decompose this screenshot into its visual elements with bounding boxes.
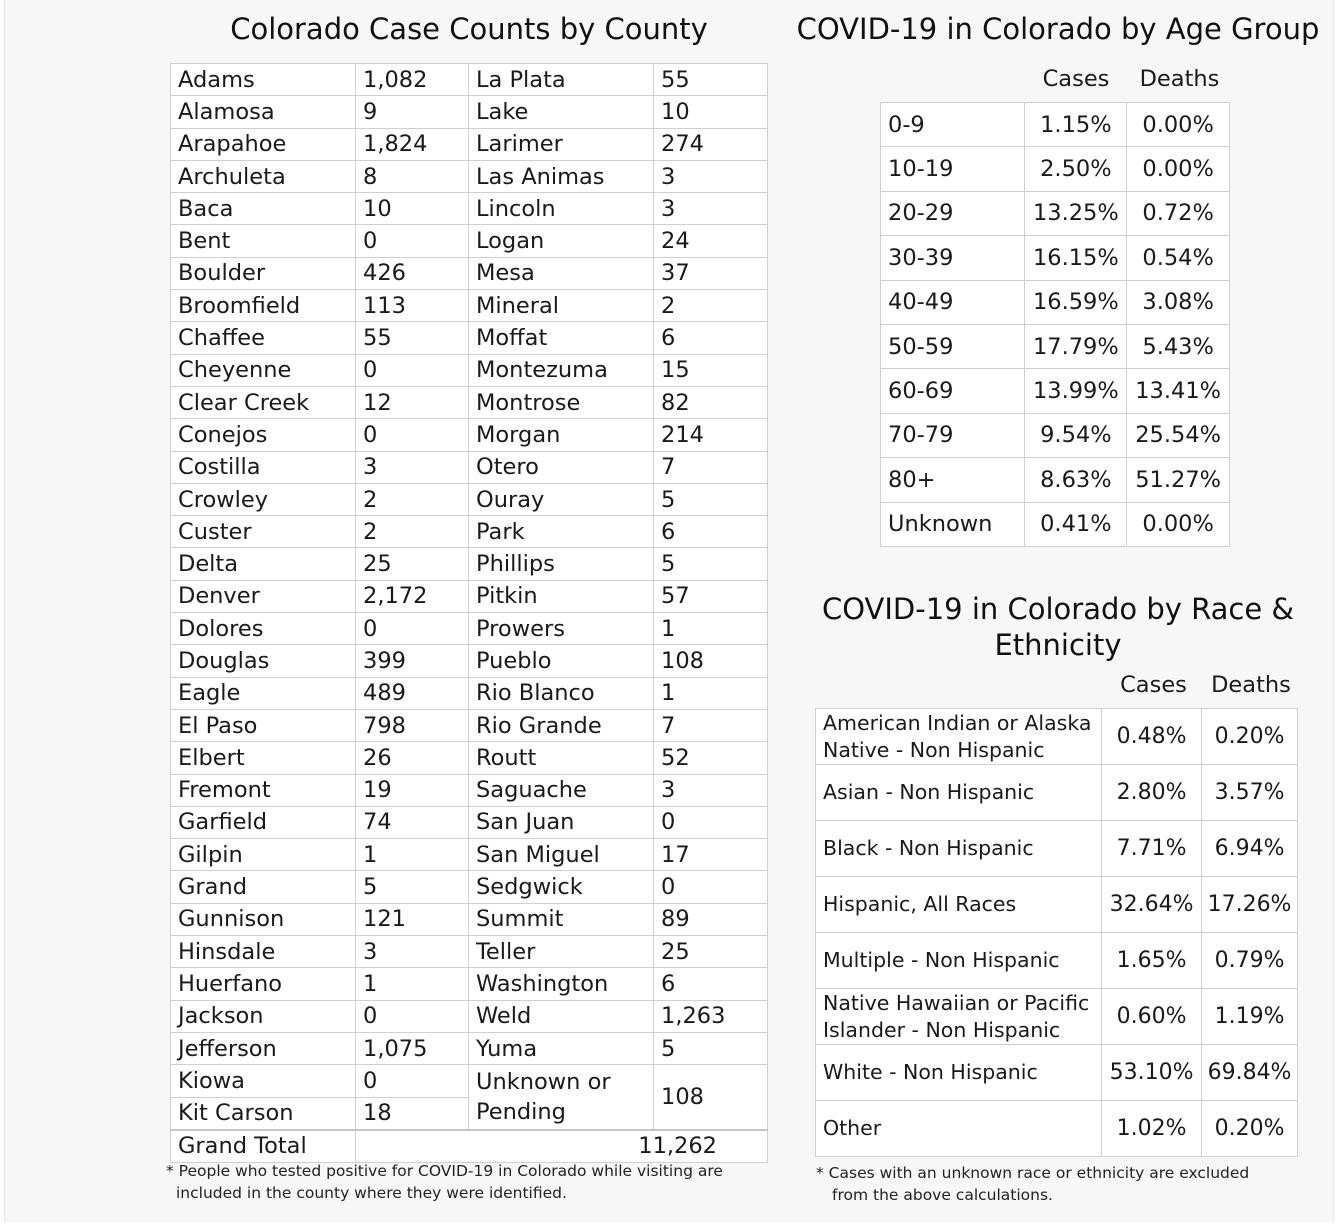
age-deaths-cell: 0.00% [1127,147,1230,191]
table-row [881,103,1230,147]
age-group-cell: 40-49 [881,280,1025,324]
age-group-cell: 30-39 [881,236,1025,280]
table-row [171,871,768,903]
county-count-cell: 8 [356,160,469,192]
race-group-cell: Native Hawaiian or Pacific Islander - Non Hispanic [816,989,1102,1045]
county-name-cell: Bent [171,225,356,257]
race-cases-cell: 1.65% [1102,933,1202,989]
county-name-cell: Pitkin [469,580,654,612]
county-count-cell: 426 [356,257,469,289]
county-name-cell: Ouray [469,483,654,515]
county-count-cell: 74 [356,806,469,838]
county-case-table [170,63,768,1163]
county-name-cell: Jefferson [171,1032,356,1064]
county-count-cell: 6 [654,322,768,354]
county-name-cell: Arapahoe [171,128,356,160]
table-row [171,160,768,192]
age-group-cell: 0-9 [881,103,1025,147]
race-group-cell: White - Non Hispanic [816,1045,1102,1101]
county-count-cell: 1 [356,968,469,1000]
county-name-cell: Huerfano [171,968,356,1000]
race-cases-cell: 1.02% [1102,1101,1202,1157]
age-deaths-cell: 5.43% [1127,324,1230,368]
table-row [881,324,1230,368]
race-cases-cell: 0.48% [1102,709,1202,765]
race-cases-cell: 53.10% [1102,1045,1202,1101]
county-name-cell: Saguache [469,774,654,806]
county-name-cell: San Miguel [469,839,654,871]
table-row [171,548,768,580]
county-name-cell: Grand [171,871,356,903]
race-group-cell: Hispanic, All Races [816,877,1102,933]
county-name-cell: Kiowa [171,1065,356,1097]
age-cases-header: Cases [1042,66,1110,92]
table-row [816,1101,1298,1157]
age-group-cell: 70-79 [881,413,1025,457]
age-deaths-header: Deaths [1139,66,1220,92]
county-count-cell: 89 [654,903,768,935]
county-name-cell: Morgan [469,419,654,451]
race-group-cell: Multiple - Non Hispanic [816,933,1102,989]
county-count-cell: 82 [654,386,768,418]
county-footnote-line-2: included in the county where they were identified. [176,1184,567,1202]
county-name-cell: Larimer [469,128,654,160]
age-cases-cell: 9.54% [1025,413,1127,457]
table-row [171,516,768,548]
table-row [171,1000,768,1032]
grand-total-value: 11,262 [356,1130,768,1163]
county-count-cell: 108 [654,645,768,677]
race-deaths-cell: 0.20% [1202,709,1298,765]
race-cases-cell: 2.80% [1102,765,1202,821]
age-deaths-cell: 0.72% [1127,191,1230,235]
county-name-cell: Phillips [469,548,654,580]
age-cases-cell: 13.99% [1025,369,1127,413]
table-row [171,903,768,935]
age-deaths-cell: 25.54% [1127,413,1230,457]
age-cases-cell: 16.15% [1025,236,1127,280]
county-count-cell: 2 [654,290,768,322]
table-row [171,774,768,806]
county-count-cell: 52 [654,742,768,774]
county-count-cell: 0 [356,354,469,386]
table-row [816,765,1298,821]
age-group-cell: 50-59 [881,324,1025,368]
county-name-cell: Delta [171,548,356,580]
table-row [171,322,768,354]
age-deaths-cell: 0.54% [1127,236,1230,280]
county-name-cell: Gunnison [171,903,356,935]
age-cases-cell: 2.50% [1025,147,1127,191]
race-title-line-2: Ethnicity [994,628,1122,662]
race-group-cell: Black - Non Hispanic [816,821,1102,877]
race-deaths-cell: 6.94% [1202,821,1298,877]
table-row [171,613,768,645]
table-row [171,290,768,322]
county-count-cell: 55 [654,64,768,96]
county-count-cell: 489 [356,677,469,709]
grand-total-row [171,1130,768,1163]
county-count-cell: 1,082 [356,64,469,96]
county-name-cell: Conejos [171,419,356,451]
county-name-cell: El Paso [171,709,356,741]
county-count-cell: 1,075 [356,1032,469,1064]
county-footnote-line-1: * People who tested positive for COVID-19 in Colorado while visiting are [166,1162,723,1180]
race-cases-cell: 7.71% [1102,821,1202,877]
age-group-cell: 10-19 [881,147,1025,191]
county-count-cell: 798 [356,709,469,741]
age-deaths-cell: 13.41% [1127,369,1230,413]
age-group-cell: Unknown [881,502,1025,546]
county-name-cell: Alamosa [171,96,356,128]
table-row [171,677,768,709]
county-count-cell: 0 [356,225,469,257]
county-table-title: Colorado Case Counts by County [230,12,708,46]
county-name-cell: Rio Grande [469,709,654,741]
table-row [171,64,768,96]
county-name-cell: Prowers [469,613,654,645]
table-row [816,1045,1298,1101]
county-name-cell: Park [469,516,654,548]
table-row [816,989,1298,1045]
county-name-cell: Lake [469,96,654,128]
county-name-cell: Las Animas [469,160,654,192]
county-name-cell: Custer [171,516,356,548]
table-row [171,451,768,483]
county-name-cell: Boulder [171,257,356,289]
county-count-cell: 113 [356,290,469,322]
county-count-cell: 2 [356,483,469,515]
county-name-cell: Mineral [469,290,654,322]
race-ethnicity-table [815,708,1298,1157]
county-count-cell: 1 [654,677,768,709]
table-row [881,369,1230,413]
race-footnote-line-2: from the above calculations. [832,1186,1053,1204]
county-name-cell: Mesa [469,257,654,289]
age-group-cell: 20-29 [881,191,1025,235]
county-count-cell: 5 [654,1032,768,1064]
county-footnote [166,1160,776,1204]
age-group-cell: 60-69 [881,369,1025,413]
table-row [171,193,768,225]
county-name-cell: San Juan [469,806,654,838]
table-row [171,645,768,677]
county-name-cell: Pueblo [469,645,654,677]
county-name-cell: Chaffee [171,322,356,354]
table-row [171,257,768,289]
table-row [171,742,768,774]
county-name-cell: Garfield [171,806,356,838]
county-count-cell: 10 [654,96,768,128]
county-name-cell: Dolores [171,613,356,645]
county-count-cell: 7 [654,709,768,741]
county-count-cell: 17 [654,839,768,871]
county-count-cell: 6 [654,516,768,548]
table-row [171,225,768,257]
table-row [881,191,1230,235]
county-count-cell: 18 [356,1097,469,1130]
county-count-cell: 5 [356,871,469,903]
table-row [171,128,768,160]
county-count-cell: 9 [356,96,469,128]
table-row [171,419,768,451]
table-row [171,806,768,838]
table-row [881,147,1230,191]
county-name-cell: Logan [469,225,654,257]
race-deaths-cell: 69.84% [1202,1045,1298,1101]
county-name-cell: Moffat [469,322,654,354]
age-group-cell: 80+ [881,458,1025,502]
age-cases-cell: 0.41% [1025,502,1127,546]
county-name-cell: Routt [469,742,654,774]
county-count-cell: 1,263 [654,1000,768,1032]
county-count-cell: 2,172 [356,580,469,612]
race-group-cell: Asian - Non Hispanic [816,765,1102,821]
county-count-cell: 5 [654,483,768,515]
county-name-cell: Washington [469,968,654,1000]
county-name-cell: Douglas [171,645,356,677]
county-count-cell: 57 [654,580,768,612]
county-count-cell: 0 [654,871,768,903]
county-count-cell: 3 [356,936,469,968]
age-cases-cell: 1.15% [1025,103,1127,147]
grand-total-label: Grand Total [171,1130,356,1163]
county-name-cell: Summit [469,903,654,935]
county-count-cell: 3 [654,193,768,225]
table-row [171,354,768,386]
county-name-cell: Yuma [469,1032,654,1064]
table-row [171,1065,768,1097]
age-deaths-cell: 0.00% [1127,502,1230,546]
county-count-cell: 37 [654,257,768,289]
county-name-cell: Elbert [171,742,356,774]
county-count-cell: 0 [356,1000,469,1032]
county-name-cell: Otero [469,451,654,483]
race-deaths-cell: 17.26% [1202,877,1298,933]
county-name-cell: Archuleta [171,160,356,192]
race-footnote [816,1162,1316,1206]
county-count-cell: 5 [654,548,768,580]
table-row [171,968,768,1000]
table-row [171,580,768,612]
county-name-cell: Montezuma [469,354,654,386]
age-group-table [880,102,1230,547]
table-row [171,709,768,741]
county-name-cell: Clear Creek [171,386,356,418]
county-name-cell: Jackson [171,1000,356,1032]
table-row [171,483,768,515]
county-name-cell: La Plata [469,64,654,96]
county-count-cell: 3 [654,774,768,806]
race-deaths-cell: 0.20% [1202,1101,1298,1157]
county-name-cell: Weld [469,1000,654,1032]
county-name-cell: Rio Blanco [469,677,654,709]
county-name-cell: Fremont [171,774,356,806]
county-name-cell: Unknown or Pending [469,1065,654,1130]
table-row [171,839,768,871]
table-row [816,709,1298,765]
county-count-cell: 6 [654,968,768,1000]
county-count-cell: 274 [654,128,768,160]
table-row [881,502,1230,546]
county-name-cell: Teller [469,936,654,968]
county-name-cell: Crowley [171,483,356,515]
table-row [816,877,1298,933]
table-row [816,933,1298,989]
county-count-cell: 7 [654,451,768,483]
race-cases-cell: 0.60% [1102,989,1202,1045]
county-count-cell: 1 [654,613,768,645]
race-cases-cell: 32.64% [1102,877,1202,933]
county-count-cell: 121 [356,903,469,935]
county-name-cell: Adams [171,64,356,96]
table-row [881,280,1230,324]
county-count-cell: 108 [654,1065,768,1130]
table-row [171,96,768,128]
race-group-cell: American Indian or Alaska Native - Non Hispanic [816,709,1102,765]
county-count-cell: 1 [356,839,469,871]
table-row [881,413,1230,457]
county-name-cell: Eagle [171,677,356,709]
race-group-cell: Other [816,1101,1102,1157]
table-row [171,1032,768,1064]
table-row [816,821,1298,877]
county-name-cell: Costilla [171,451,356,483]
county-count-cell: 10 [356,193,469,225]
age-cases-cell: 13.25% [1025,191,1127,235]
table-row [881,458,1230,502]
county-count-cell: 0 [356,1065,469,1097]
county-name-cell: Sedgwick [469,871,654,903]
race-deaths-cell: 3.57% [1202,765,1298,821]
county-count-cell: 19 [356,774,469,806]
county-name-cell: Hinsdale [171,936,356,968]
county-count-cell: 24 [654,225,768,257]
county-name-cell: Lincoln [469,193,654,225]
table-row [171,386,768,418]
county-name-cell: Montrose [469,386,654,418]
age-table-title: COVID-19 in Colorado by Age Group [796,12,1320,46]
county-count-cell: 214 [654,419,768,451]
county-count-cell: 15 [654,354,768,386]
county-count-cell: 0 [654,806,768,838]
race-deaths-cell: 0.79% [1202,933,1298,989]
county-name-cell: Kit Carson [171,1097,356,1130]
county-name-cell: Baca [171,193,356,225]
county-count-cell: 55 [356,322,469,354]
county-count-cell: 3 [654,160,768,192]
table-row [881,236,1230,280]
race-title-line-1: COVID-19 in Colorado by Race & [821,592,1295,626]
age-deaths-cell: 0.00% [1127,103,1230,147]
county-count-cell: 0 [356,419,469,451]
county-count-cell: 0 [356,613,469,645]
age-cases-cell: 8.63% [1025,458,1127,502]
county-name-cell: Gilpin [171,839,356,871]
county-count-cell: 26 [356,742,469,774]
county-count-cell: 25 [356,548,469,580]
race-deaths-header: Deaths [1211,672,1291,698]
county-name-cell: Broomfield [171,290,356,322]
county-name-cell: Cheyenne [171,354,356,386]
county-name-cell: Denver [171,580,356,612]
race-cases-header: Cases [1120,672,1187,698]
race-deaths-cell: 1.19% [1202,989,1298,1045]
race-table-title [796,591,1320,663]
county-count-cell: 1,824 [356,128,469,160]
age-deaths-cell: 51.27% [1127,458,1230,502]
county-count-cell: 2 [356,516,469,548]
age-cases-cell: 17.79% [1025,324,1127,368]
age-deaths-cell: 3.08% [1127,280,1230,324]
table-row [171,936,768,968]
county-count-cell: 25 [654,936,768,968]
county-count-cell: 12 [356,386,469,418]
county-count-cell: 3 [356,451,469,483]
age-cases-cell: 16.59% [1025,280,1127,324]
race-footnote-line-1: * Cases with an unknown race or ethnicity are excluded [816,1164,1250,1182]
county-count-cell: 399 [356,645,469,677]
